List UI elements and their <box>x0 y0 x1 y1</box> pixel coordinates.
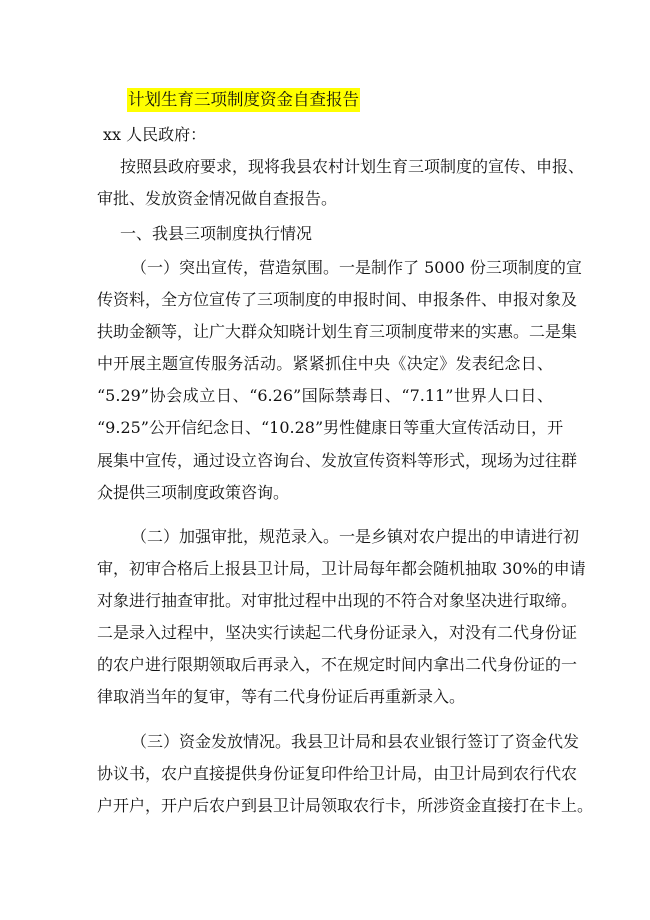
para3-line-2: 协议书，农户直接提供身份证复印件给卫计局，由卫计局到农行代农 <box>97 764 578 783</box>
section-heading: 一、我县三项制度执行情况 <box>120 224 313 243</box>
para1-line-6: “9.25”公开信纪念日、“10.28”男性健康日等重大宣传活动日，开 <box>97 418 564 437</box>
para2-line-4: 二是录入过程中，坚决实行读起二代身份证录入，对没有二代身份证 <box>97 623 578 642</box>
para2-line-5: 的农户进行限期领取后再录入，不在规定时间内拿出二代身份证的一 <box>97 655 578 674</box>
para2-line-6: 律取消当年的复审，等有二代身份证后再重新录入。 <box>97 687 466 706</box>
para2-line-1: （二）加强审批，规范录入。一是乡镇对农户提出的申请进行初 <box>131 527 580 546</box>
para1-line-8: 众提供三项制度政策咨询。 <box>97 483 290 502</box>
intro-line-1: 按照县政府要求，现将我县农村计划生育三项制度的宣传、申报、 <box>120 157 585 176</box>
para3-line-1: （三）资金发放情况。我县卫计局和县农业银行签订了资金代发 <box>131 732 580 751</box>
para3-line-3: 户开户，开户后农户到县卫计局领取农行卡，所涉资金直接打在卡上。 <box>97 796 594 815</box>
para1-line-5: “5.29”协会成立日、“6.26”国际禁毒日、“7.11”世界人口日、 <box>97 386 553 405</box>
para2-line-2: 审，初审合格后上报县卫计局，卫计局每年都会随机抽取 30%的申请 <box>97 559 586 578</box>
para1-line-2: 传资料，全方位宣传了三项制度的申报时间、申报条件、申报对象及 <box>97 290 578 309</box>
document-title: 计划生育三项制度资金自查报告 <box>127 88 360 112</box>
para1-line-4: 中开展主题宣传服务活动。紧紧抓住中央《决定》发表纪念日、 <box>97 354 553 373</box>
para1-line-3: 扶助金额等，让广大群众知晓计划生育三项制度带来的实惠。二是集 <box>97 322 578 341</box>
para1-line-7: 展集中宣传，通过设立咨询台、发放宣传资料等形式，现场为过往群 <box>97 451 578 470</box>
salutation: xx 人民政府： <box>103 125 207 144</box>
para1-line-1: （一）突出宣传，营造氛围。一是制作了 5000 份三项制度的宣 <box>131 258 582 277</box>
para2-line-3: 对象进行抽查审批。对审批过程中出现的不符合对象坚决进行取缔。 <box>97 591 578 610</box>
title-wrap <box>127 88 360 112</box>
intro-line-2: 审批、发放资金情况做自查报告。 <box>97 189 338 208</box>
